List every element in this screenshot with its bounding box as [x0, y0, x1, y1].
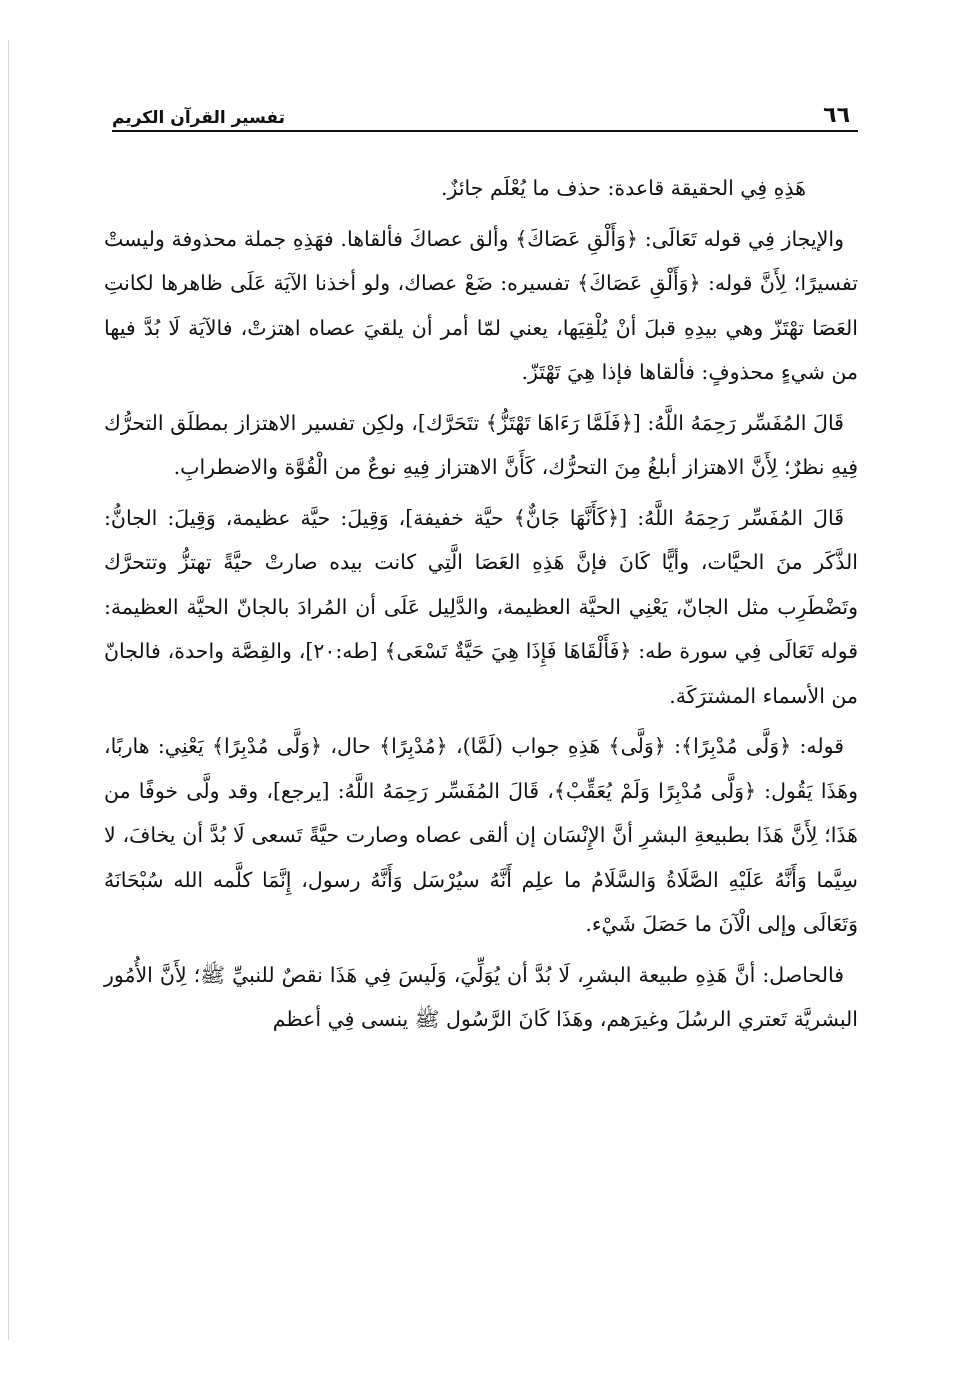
- scan-edge-line: [8, 40, 9, 1340]
- paragraph: هَذِهِ فِي الحقيقة قاعدة: حذف ما يُعْلَم جائزٌ.: [441, 176, 806, 200]
- running-title: تفسير القرآن الكريم: [112, 108, 286, 128]
- body-text: [104, 166, 858, 1048]
- paragraph: قَالَ المُفَسِّر رَحِمَهُ اللَّهُ: [﴿كَأَنَّهَا جَانٌّ﴾ حيَّة خفيفة]، وَقِيلَ: حيَّة عظيمة، وَقِيلَ: الجانُّ: الذَّكَر منَ الحيَّات، وأيًّا كَانَ فإنَّ هَذِهِ العَصَا الَّتِي كانت بيده صارتْ حيَّةً تهتزُّ وتتحرَّك وتَضْطَرِب مثل الجانّ، يَعْنِي الحيَّة العظيمة، والدَّلِيل عَلَى أن المُرادَ بالجانّ الحيَّة العظيمة: قوله تَعَالَى فِي سورة طه: ﴿فَأَلْقَاهَا فَإِذَا هِيَ حَيَّةٌ تَسْعَى﴾ [طه:٢٠]، والقِصَّة واحدة، فالجانّ من الأسماء المشترَكَة.: [104, 505, 858, 708]
- paragraph: قوله: ﴿وَلَّى مُدْبِرًا﴾: ﴿وَلَّى﴾ هَذِهِ جواب (لَمَّا)، ﴿مُدْبِرًا﴾ حال، ﴿وَلَّى مُدْبِرًا﴾ يَعْنِي: هاربًا، وهَذَا يَقُول: ﴿وَلَّى مُدْبِرًا وَلَمْ يُعَقِّبْ﴾، قَالَ المُفَسِّر رَحِمَهُ اللَّهُ: [يرجع]، وقد ولَّى خوفًا من هَذَا؛ لِأَنَّ هَذَا بطبيعةِ البشرِ أنَّ الإِنْسَان إن ألقى عصاه وصارت حيَّةً تَسعى لَا بُدَّ أن يخافَ، لا سِيَّما وَأَنَّهُ عَلَيْهِ الصَّلَاةُ وَالسَّلَامُ ما علِم أَنَّهُ سيُرْسَل وَأَنَّهُ رسول، إِنَّمَا كلَّمه الله سُبْحَانَهُ وَتَعَالَى وإلى الْآنَ ما حَصَلَ شَيْء.: [104, 734, 858, 936]
- page-header: [112, 92, 850, 128]
- paragraph: فالحاصل: أنَّ هَذِهِ طبيعة البشرِ، لَا بُدَّ أن يُوَلِّيَ، وَلَيسَ فِي هَذَا نقصٌ للنبيِّ ﷺ؛ لِأَنَّ الأُمُور البشريَّة تَعتري الرسُلَ وغيرَهم، وهَذَا كَانَ الرَّسُول ﷺ ينسى فِي أعظم: [104, 962, 858, 1031]
- paragraph: قَالَ المُفَسِّر رَحِمَهُ اللَّهُ: [﴿فَلَمَّا رَءَاهَا تَهْتَزُّ﴾ تتَحَرَّك]، ولكِن تفسير الاهتزاز بمطلَق التحرُّك فِيهِ نظرٌ؛ لِأَنَّ الاهتزاز أبلغُ مِنَ التحرُّك، كَأَنَّ الاهتزاز فِيهِ نوعٌ من الْقُوَّة والاضطرابِ.: [104, 410, 858, 479]
- paragraph: والإيجاز فِي قوله تَعَالَى: ﴿وَأَلْقِ عَصَاكَ﴾ وألق عصاكَ فألقاها. فهَذِهِ جملة محذوفة وليستْ تفسيرًا؛ لِأَنَّ قوله: ﴿وَأَلْقِ عَصَاكَ﴾ تفسيره: ضَعْ عصاك، ولو أخذنا الآيَة عَلَى ظاهرها لكانتِ العَصَا تهْتَزّ وهي بيدِهِ قبلَ أنْ يُلْقِيَها، يعني لمّا أمر أن يلقيَ عصاه اهتزتْ، فالآيَة لَا بُدَّ فيها من شيءٍ محذوفٍ: فألقاها فإذا هِيَ تَهْتَزّ.: [104, 226, 858, 384]
- header-rule: [112, 130, 858, 132]
- page-number: ٦٦: [823, 103, 850, 128]
